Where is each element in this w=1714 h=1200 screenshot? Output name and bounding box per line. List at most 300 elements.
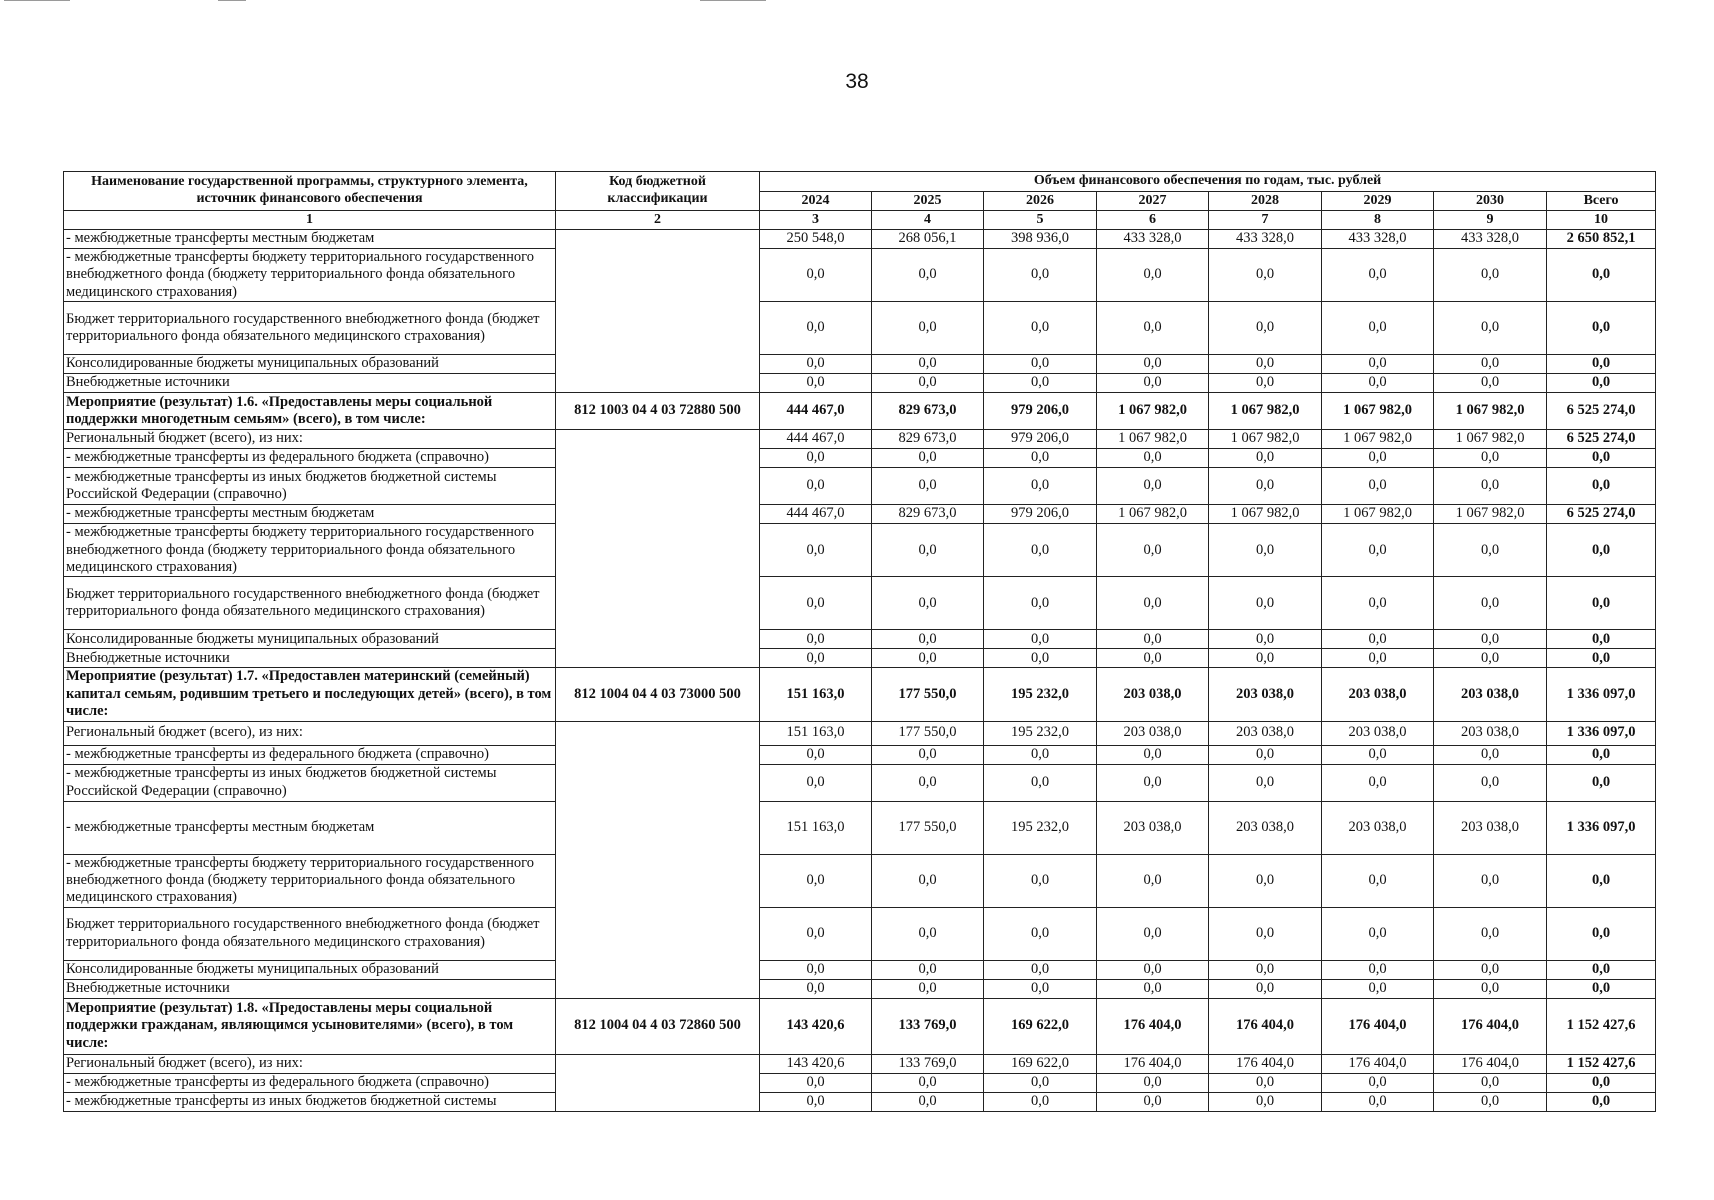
value-year: 0,0: [1322, 249, 1434, 302]
value-year: 176 404,0: [1322, 1054, 1434, 1073]
value-year: 0,0: [872, 1073, 984, 1092]
column-number: 4: [872, 211, 984, 230]
row-name: - межбюджетные трансферты из федерального бюджета (справочно): [64, 745, 556, 764]
value-year: 0,0: [1434, 468, 1547, 505]
table-header: [64, 172, 1656, 230]
value-year: 0,0: [1322, 630, 1434, 649]
value-year: 177 550,0: [872, 721, 984, 745]
value-year: 0,0: [1209, 907, 1322, 960]
value-year: 176 404,0: [1434, 1054, 1547, 1073]
value-year: 0,0: [1209, 355, 1322, 374]
value-year: 1 067 982,0: [1434, 430, 1547, 449]
value-year: 0,0: [1209, 468, 1322, 505]
value-year: 0,0: [984, 745, 1097, 764]
budget-code: 812 1003 04 4 03 72880 500: [556, 393, 760, 430]
value-year: 0,0: [872, 374, 984, 393]
table-row: [64, 1073, 1656, 1092]
value-year: 0,0: [1322, 745, 1434, 764]
value-year: 203 038,0: [1209, 801, 1322, 854]
value-year: 0,0: [984, 249, 1097, 302]
scan-artifact-line: [218, 0, 246, 1]
value-total: 0,0: [1547, 468, 1656, 505]
value-year: 0,0: [1209, 577, 1322, 630]
row-name: Бюджет территориального государственного внебюджетного фонда (бюджет территориального фонда обязательного медицинского страхования): [64, 302, 556, 355]
value-year: 203 038,0: [1322, 721, 1434, 745]
table-row: [64, 524, 1656, 577]
row-name: - межбюджетные трансферты бюджету территориального государственного внебюджетного фонда (бюджету территориального фонда обязательного медицинского страхования): [64, 854, 556, 907]
value-year: 0,0: [1209, 960, 1322, 979]
value-total: 2 650 852,1: [1547, 230, 1656, 249]
value-year: 0,0: [760, 907, 872, 960]
table-row: [64, 998, 1656, 1054]
value-year: 195 232,0: [984, 721, 1097, 745]
value-total: 0,0: [1547, 355, 1656, 374]
value-year: 0,0: [1434, 745, 1547, 764]
financing-table: [63, 171, 1656, 1112]
value-year: 1 067 982,0: [1434, 393, 1547, 430]
header-year: 2024: [760, 192, 872, 211]
value-year: 0,0: [760, 468, 872, 505]
value-year: 0,0: [872, 577, 984, 630]
table-row: [64, 649, 1656, 668]
budget-code: 812 1004 04 4 03 72860 500: [556, 998, 760, 1054]
table-row: [64, 577, 1656, 630]
value-year: 0,0: [1322, 764, 1434, 801]
scan-artifact-line: [700, 0, 766, 1]
table-row: [64, 979, 1656, 998]
header-total: Всего: [1547, 192, 1656, 211]
value-total: 1 152 427,6: [1547, 998, 1656, 1054]
value-year: 0,0: [1434, 355, 1547, 374]
value-year: 0,0: [1097, 524, 1209, 577]
row-name: Региональный бюджет (всего), из них:: [64, 1054, 556, 1073]
value-year: 0,0: [1434, 449, 1547, 468]
row-name: Консолидированные бюджеты муниципальных образований: [64, 355, 556, 374]
value-year: 0,0: [1097, 577, 1209, 630]
scan-artifact-line: [4, 0, 70, 1]
value-year: 0,0: [872, 1092, 984, 1111]
header-year: 2025: [872, 192, 984, 211]
value-year: 151 163,0: [760, 801, 872, 854]
value-year: 0,0: [984, 577, 1097, 630]
column-number: 10: [1547, 211, 1656, 230]
value-year: 0,0: [760, 630, 872, 649]
value-year: 1 067 982,0: [1209, 393, 1322, 430]
row-name: Внебюджетные источники: [64, 649, 556, 668]
value-total: 0,0: [1547, 907, 1656, 960]
value-year: 0,0: [1434, 630, 1547, 649]
value-total: 0,0: [1547, 449, 1656, 468]
table-row: [64, 721, 1656, 745]
value-year: 0,0: [984, 302, 1097, 355]
row-name: Бюджет территориального государственного внебюджетного фонда (бюджет территориального фонда обязательного медицинского страхования): [64, 907, 556, 960]
row-name: Внебюджетные источники: [64, 979, 556, 998]
value-total: 1 336 097,0: [1547, 668, 1656, 721]
value-year: 0,0: [1209, 249, 1322, 302]
value-year: 203 038,0: [1209, 668, 1322, 721]
budget-code-empty: [556, 721, 760, 998]
value-year: 0,0: [984, 374, 1097, 393]
value-year: 0,0: [1322, 577, 1434, 630]
table-row: [64, 468, 1656, 505]
value-year: 176 404,0: [1209, 1054, 1322, 1073]
value-year: 0,0: [1322, 468, 1434, 505]
value-year: 0,0: [1097, 960, 1209, 979]
value-year: 268 056,1: [872, 230, 984, 249]
value-year: 0,0: [1097, 630, 1209, 649]
value-year: 0,0: [1097, 355, 1209, 374]
value-year: 203 038,0: [1209, 721, 1322, 745]
value-year: 0,0: [1097, 1073, 1209, 1092]
value-total: 0,0: [1547, 524, 1656, 577]
table-row: [64, 907, 1656, 960]
value-year: 0,0: [1209, 1073, 1322, 1092]
value-year: 0,0: [760, 449, 872, 468]
table-row: [64, 302, 1656, 355]
value-year: 133 769,0: [872, 1054, 984, 1073]
header-year: 2027: [1097, 192, 1209, 211]
value-year: 0,0: [872, 355, 984, 374]
value-year: 0,0: [984, 468, 1097, 505]
value-year: 0,0: [1097, 649, 1209, 668]
value-year: 203 038,0: [1322, 668, 1434, 721]
value-total: 0,0: [1547, 960, 1656, 979]
value-year: 0,0: [1434, 907, 1547, 960]
value-year: 398 936,0: [984, 230, 1097, 249]
value-total: 0,0: [1547, 630, 1656, 649]
value-year: 0,0: [984, 907, 1097, 960]
value-year: 0,0: [1209, 1092, 1322, 1111]
value-year: 0,0: [1209, 302, 1322, 355]
row-name: - межбюджетные трансферты бюджету территориального государственного внебюджетного фонда (бюджету территориального фонда обязательного медицинского страхования): [64, 524, 556, 577]
value-year: 0,0: [1209, 979, 1322, 998]
value-year: 0,0: [760, 854, 872, 907]
header-code: Код бюджетной классификации: [556, 172, 760, 211]
value-year: 176 404,0: [1434, 998, 1547, 1054]
value-year: 0,0: [1097, 302, 1209, 355]
table-row: [64, 249, 1656, 302]
value-year: 0,0: [1322, 907, 1434, 960]
row-name: Региональный бюджет (всего), из них:: [64, 430, 556, 449]
value-year: 0,0: [984, 764, 1097, 801]
row-name: - межбюджетные трансферты местным бюджетам: [64, 801, 556, 854]
row-name: - межбюджетные трансферты местным бюджетам: [64, 505, 556, 524]
table-row: [64, 630, 1656, 649]
value-year: 0,0: [984, 355, 1097, 374]
row-name: - межбюджетные трансферты бюджету территориального государственного внебюджетного фонда (бюджету территориального фонда обязательного медицинского страхования): [64, 249, 556, 302]
value-year: 176 404,0: [1322, 998, 1434, 1054]
value-year: 0,0: [872, 249, 984, 302]
value-year: 203 038,0: [1097, 721, 1209, 745]
header-year: 2029: [1322, 192, 1434, 211]
value-total: 0,0: [1547, 577, 1656, 630]
value-year: 0,0: [1097, 907, 1209, 960]
header-year: 2026: [984, 192, 1097, 211]
column-number: 7: [1209, 211, 1322, 230]
value-year: 0,0: [1097, 249, 1209, 302]
table-row: [64, 449, 1656, 468]
value-year: 0,0: [1097, 979, 1209, 998]
value-year: 0,0: [1434, 577, 1547, 630]
value-year: 1 067 982,0: [1322, 505, 1434, 524]
value-year: 444 467,0: [760, 505, 872, 524]
value-year: 169 622,0: [984, 1054, 1097, 1073]
value-year: 1 067 982,0: [1209, 505, 1322, 524]
value-year: 0,0: [760, 1092, 872, 1111]
value-year: 0,0: [760, 979, 872, 998]
value-year: 0,0: [872, 302, 984, 355]
value-year: 0,0: [872, 854, 984, 907]
value-year: 0,0: [1097, 468, 1209, 505]
value-year: 0,0: [872, 764, 984, 801]
value-year: 133 769,0: [872, 998, 984, 1054]
row-name: Бюджет территориального государственного внебюджетного фонда (бюджет территориального фонда обязательного медицинского страхования): [64, 577, 556, 630]
value-year: 0,0: [760, 577, 872, 630]
table-row: [64, 960, 1656, 979]
value-year: 176 404,0: [1209, 998, 1322, 1054]
value-year: 829 673,0: [872, 430, 984, 449]
value-year: 979 206,0: [984, 430, 1097, 449]
value-year: 0,0: [984, 649, 1097, 668]
value-total: 0,0: [1547, 1073, 1656, 1092]
value-year: 0,0: [984, 1073, 1097, 1092]
value-total: 0,0: [1547, 249, 1656, 302]
value-total: 0,0: [1547, 302, 1656, 355]
value-year: 433 328,0: [1097, 230, 1209, 249]
value-year: 433 328,0: [1434, 230, 1547, 249]
row-name: - межбюджетные трансферты из иных бюджетов бюджетной системы Российской Федерации (справочно): [64, 764, 556, 801]
value-total: 0,0: [1547, 764, 1656, 801]
value-total: 6 525 274,0: [1547, 393, 1656, 430]
value-year: 829 673,0: [872, 393, 984, 430]
row-name: Мероприятие (результат) 1.8. «Предоставлены меры социальной поддержки гражданам, являющимся усыновителями» (всего), в том числе:: [64, 998, 556, 1054]
value-year: 195 232,0: [984, 668, 1097, 721]
value-year: 143 420,6: [760, 998, 872, 1054]
header-name: Наименование государственной программы, структурного элемента, источник финансового обеспечения: [64, 172, 556, 211]
value-year: 0,0: [1322, 979, 1434, 998]
value-year: 0,0: [984, 1092, 1097, 1111]
value-year: 0,0: [1097, 854, 1209, 907]
value-year: 0,0: [984, 449, 1097, 468]
value-year: 0,0: [1322, 449, 1434, 468]
table-row: [64, 1054, 1656, 1073]
value-total: 0,0: [1547, 374, 1656, 393]
value-year: 1 067 982,0: [1434, 505, 1547, 524]
value-year: 0,0: [1209, 854, 1322, 907]
value-year: 0,0: [1322, 302, 1434, 355]
table-row: [64, 374, 1656, 393]
value-year: 0,0: [760, 374, 872, 393]
value-year: 0,0: [1322, 1092, 1434, 1111]
value-total: 0,0: [1547, 1092, 1656, 1111]
value-year: 0,0: [1322, 524, 1434, 577]
value-year: 0,0: [1209, 630, 1322, 649]
value-year: 0,0: [1097, 1092, 1209, 1111]
value-total: 6 525 274,0: [1547, 430, 1656, 449]
budget-code-empty: [556, 230, 760, 393]
value-year: 0,0: [1322, 1073, 1434, 1092]
budget-code-empty: [556, 430, 760, 668]
value-year: 0,0: [872, 449, 984, 468]
table-body: [64, 230, 1656, 1112]
value-year: 0,0: [1434, 1092, 1547, 1111]
row-name: - межбюджетные трансферты местным бюджетам: [64, 230, 556, 249]
value-year: 0,0: [984, 630, 1097, 649]
value-year: 0,0: [1209, 449, 1322, 468]
value-year: 1 067 982,0: [1097, 393, 1209, 430]
value-year: 0,0: [1434, 374, 1547, 393]
value-total: 0,0: [1547, 854, 1656, 907]
value-year: 0,0: [984, 979, 1097, 998]
value-year: 0,0: [1434, 854, 1547, 907]
value-year: 0,0: [1434, 249, 1547, 302]
value-year: 0,0: [1434, 1073, 1547, 1092]
value-year: 0,0: [872, 907, 984, 960]
value-year: 0,0: [1097, 745, 1209, 764]
page-number: 38: [845, 70, 869, 93]
value-year: 0,0: [760, 249, 872, 302]
value-year: 250 548,0: [760, 230, 872, 249]
row-name: Мероприятие (результат) 1.6. «Предоставлены меры социальной поддержки многодетным семьям» (всего), в том числе:: [64, 393, 556, 430]
value-year: 0,0: [1209, 764, 1322, 801]
column-number: 9: [1434, 211, 1547, 230]
row-name: - межбюджетные трансферты из иных бюджетов бюджетной системы: [64, 1092, 556, 1111]
value-year: 203 038,0: [1322, 801, 1434, 854]
value-year: 0,0: [760, 355, 872, 374]
value-year: 0,0: [760, 960, 872, 979]
value-year: 444 467,0: [760, 430, 872, 449]
column-number: 6: [1097, 211, 1209, 230]
value-year: 0,0: [760, 524, 872, 577]
value-year: 0,0: [760, 302, 872, 355]
value-year: 0,0: [872, 979, 984, 998]
table-row: [64, 854, 1656, 907]
value-year: 0,0: [1322, 355, 1434, 374]
value-year: 0,0: [1322, 854, 1434, 907]
table-row: [64, 801, 1656, 854]
value-year: 0,0: [1434, 764, 1547, 801]
row-name: Консолидированные бюджеты муниципальных образований: [64, 960, 556, 979]
value-year: 203 038,0: [1097, 668, 1209, 721]
value-year: 0,0: [1434, 649, 1547, 668]
row-name: - межбюджетные трансферты из иных бюджетов бюджетной системы Российской Федерации (справочно): [64, 468, 556, 505]
value-year: 0,0: [760, 1073, 872, 1092]
value-year: 0,0: [1434, 960, 1547, 979]
value-year: 0,0: [1097, 374, 1209, 393]
value-year: 0,0: [1097, 449, 1209, 468]
value-year: 0,0: [872, 745, 984, 764]
table-row: [64, 1092, 1656, 1111]
column-number: 3: [760, 211, 872, 230]
column-number: 8: [1322, 211, 1434, 230]
value-year: 0,0: [760, 649, 872, 668]
value-year: 0,0: [1097, 764, 1209, 801]
value-year: 0,0: [1322, 960, 1434, 979]
value-year: 0,0: [984, 854, 1097, 907]
row-name: Мероприятие (результат) 1.7. «Предоставлен материнский (семейный) капитал семьям, родившим третьего и последующих детей» (всего), в том числе:: [64, 668, 556, 721]
value-year: 0,0: [1322, 374, 1434, 393]
value-year: 0,0: [1209, 524, 1322, 577]
column-number: 5: [984, 211, 1097, 230]
value-year: 0,0: [1209, 649, 1322, 668]
table-row: [64, 393, 1656, 430]
value-year: 0,0: [1434, 524, 1547, 577]
value-total: 1 152 427,6: [1547, 1054, 1656, 1073]
row-name: Региональный бюджет (всего), из них:: [64, 721, 556, 745]
table-row: [64, 230, 1656, 249]
value-year: 0,0: [872, 960, 984, 979]
value-year: 203 038,0: [1097, 801, 1209, 854]
value-year: 0,0: [760, 764, 872, 801]
value-year: 203 038,0: [1434, 668, 1547, 721]
value-total: 1 336 097,0: [1547, 801, 1656, 854]
budget-code-empty: [556, 1054, 760, 1111]
row-name: Внебюджетные источники: [64, 374, 556, 393]
value-year: 433 328,0: [1209, 230, 1322, 249]
value-year: 0,0: [872, 649, 984, 668]
value-year: 151 163,0: [760, 721, 872, 745]
value-year: 177 550,0: [872, 668, 984, 721]
value-year: 0,0: [872, 630, 984, 649]
value-year: 195 232,0: [984, 801, 1097, 854]
header-volume: Объем финансового обеспечения по годам, тыс. рублей: [760, 172, 1656, 192]
value-year: 829 673,0: [872, 505, 984, 524]
table-row: [64, 355, 1656, 374]
value-year: 0,0: [1209, 745, 1322, 764]
value-year: 177 550,0: [872, 801, 984, 854]
value-year: 444 467,0: [760, 393, 872, 430]
table-row: [64, 430, 1656, 449]
value-year: 0,0: [984, 960, 1097, 979]
value-year: 203 038,0: [1434, 721, 1547, 745]
value-total: 1 336 097,0: [1547, 721, 1656, 745]
row-name: Консолидированные бюджеты муниципальных образований: [64, 630, 556, 649]
value-year: 143 420,6: [760, 1054, 872, 1073]
value-year: 0,0: [1322, 649, 1434, 668]
value-year: 0,0: [760, 745, 872, 764]
value-year: 0,0: [1209, 374, 1322, 393]
value-year: 169 622,0: [984, 998, 1097, 1054]
value-total: 0,0: [1547, 649, 1656, 668]
value-year: 0,0: [872, 524, 984, 577]
value-year: 151 163,0: [760, 668, 872, 721]
value-year: 0,0: [1434, 979, 1547, 998]
value-year: 1 067 982,0: [1322, 393, 1434, 430]
value-year: 176 404,0: [1097, 1054, 1209, 1073]
value-year: 0,0: [984, 524, 1097, 577]
value-year: 0,0: [1434, 302, 1547, 355]
value-total: 6 525 274,0: [1547, 505, 1656, 524]
column-number: 2: [556, 211, 760, 230]
value-total: 0,0: [1547, 745, 1656, 764]
value-year: 1 067 982,0: [1097, 430, 1209, 449]
value-year: 1 067 982,0: [1209, 430, 1322, 449]
value-total: 0,0: [1547, 979, 1656, 998]
row-name: - межбюджетные трансферты из федерального бюджета (справочно): [64, 1073, 556, 1092]
value-year: 979 206,0: [984, 505, 1097, 524]
header-year: 2030: [1434, 192, 1547, 211]
value-year: 1 067 982,0: [1322, 430, 1434, 449]
value-year: 203 038,0: [1434, 801, 1547, 854]
header-year: 2028: [1209, 192, 1322, 211]
value-year: 0,0: [872, 468, 984, 505]
value-year: 1 067 982,0: [1097, 505, 1209, 524]
column-number: 1: [64, 211, 556, 230]
value-year: 176 404,0: [1097, 998, 1209, 1054]
table-row: [64, 505, 1656, 524]
table-row: [64, 668, 1656, 721]
row-name: - межбюджетные трансферты из федерального бюджета (справочно): [64, 449, 556, 468]
